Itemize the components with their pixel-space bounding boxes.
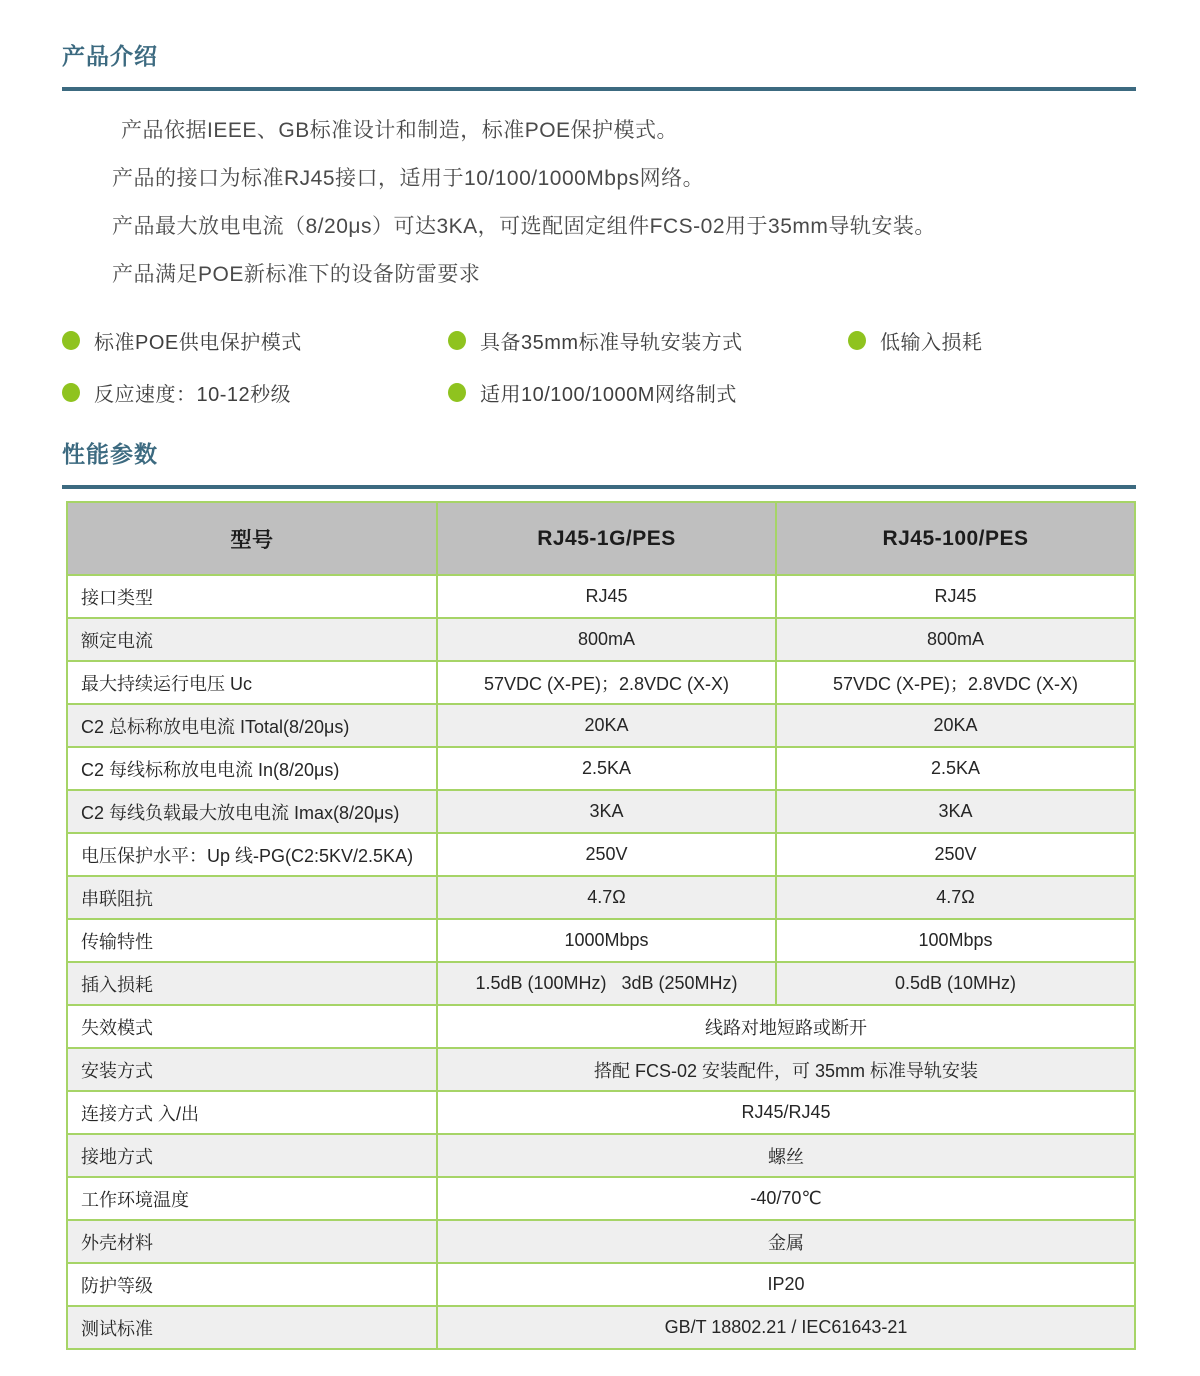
spec-label-cell: 失效模式 (67, 1005, 437, 1048)
spec-value-cell: 2.5KA (776, 747, 1135, 790)
table-row (67, 661, 1135, 704)
table-row (67, 1048, 1135, 1091)
intro-paragraph: 产品依据IEEE、GB标准设计和制造，标准POE保护模式。 (121, 119, 679, 142)
spec-value-cell: -40/70℃ (437, 1177, 1135, 1220)
spec-label-cell: 最大持续运行电压 Uc (67, 661, 437, 704)
feature-label: 适用10/100/1000M网络制式 (480, 384, 737, 406)
feature-bullet-list (0, 329, 1200, 404)
spec-value-cell: 250V (776, 833, 1135, 876)
spec-value-cell: 100Mbps (776, 919, 1135, 962)
feature-item (848, 326, 983, 355)
feature-label: 低输入损耗 (880, 332, 983, 354)
spec-table-body (67, 575, 1135, 1349)
spec-label-cell: 连接方式 入/出 (67, 1091, 437, 1134)
spec-label-cell: 电压保护水平：Up 线-PG(C2:5KV/2.5KA) (67, 833, 437, 876)
spec-value-cell: 1000Mbps (437, 919, 776, 962)
spec-value-cell: 0.5dB (10MHz) (776, 962, 1135, 1005)
bullet-dot-icon (448, 331, 466, 350)
table-row (67, 1220, 1135, 1263)
spec-label-cell: 额定电流 (67, 618, 437, 661)
spec-value-cell: GB/T 18802.21 / IEC61643-21 (437, 1306, 1135, 1349)
spec-value-cell: 2.5KA (437, 747, 776, 790)
intro-section-title: 产品介绍 (62, 43, 158, 69)
spec-label-cell: 传输特性 (67, 919, 437, 962)
feature-item (62, 326, 448, 355)
spec-label-cell: C2 每线负载最大放电电流 Imax(8/20μs) (67, 790, 437, 833)
table-header-row (67, 502, 1135, 575)
spec-value-cell: 线路对地短路或断开 (437, 1005, 1135, 1048)
table-row (67, 1177, 1135, 1220)
intro-paragraph: 产品的接口为标准RJ45接口，适用于10/100/1000Mbps网络。 (112, 167, 705, 190)
teal-divider (62, 485, 1136, 489)
spec-label-cell: 串联阻抗 (67, 876, 437, 919)
spec-value-cell: 800mA (437, 618, 776, 661)
spec-value-cell: 4.7Ω (437, 876, 776, 919)
spec-value-cell: 57VDC (X-PE)；2.8VDC (X-X) (437, 661, 776, 704)
spec-value-cell: 搭配 FCS-02 安装配件，可 35mm 标准导轨安装 (437, 1048, 1135, 1091)
table-row (67, 747, 1135, 790)
feature-label: 反应速度：10-12秒级 (94, 384, 292, 406)
spec-label-cell: C2 总标称放电电流 ITotal(8/20μs) (67, 704, 437, 747)
spec-label-cell: 测试标准 (67, 1306, 437, 1349)
spec-value-cell: 250V (437, 833, 776, 876)
feature-label: 具备35mm标准导轨安装方式 (480, 332, 743, 354)
header-cell-product1: RJ45-1G/PES (437, 502, 776, 575)
header-cell-product2: RJ45-100/PES (776, 502, 1135, 575)
teal-divider (62, 87, 1136, 91)
table-row (67, 1091, 1135, 1134)
table-row (67, 704, 1135, 747)
bullet-dot-icon (62, 331, 80, 350)
table-row (67, 1134, 1135, 1177)
table-row (67, 1306, 1135, 1349)
header-cell-model: 型号 (67, 502, 437, 575)
feature-item (448, 378, 848, 407)
bullet-dot-icon (848, 331, 866, 350)
spec-value-cell: 3KA (776, 790, 1135, 833)
spec-value-cell: 螺丝 (437, 1134, 1135, 1177)
spec-value-cell: 57VDC (X-PE)；2.8VDC (X-X) (776, 661, 1135, 704)
spec-value-cell: RJ45 (776, 575, 1135, 618)
spec-label-cell: C2 每线标称放电电流 In(8/20μs) (67, 747, 437, 790)
spec-table-container (66, 501, 1134, 1350)
spec-label-cell: 工作环境温度 (67, 1177, 437, 1220)
spec-table-header (67, 502, 1135, 575)
table-row (67, 919, 1135, 962)
feature-item (62, 378, 448, 407)
table-row (67, 1005, 1135, 1048)
feature-label: 标准POE供电保护模式 (94, 332, 302, 354)
table-row (67, 876, 1135, 919)
feature-item (448, 326, 848, 355)
spec-label-cell: 接地方式 (67, 1134, 437, 1177)
specs-section-title: 性能参数 (62, 441, 158, 467)
spec-label-cell: 防护等级 (67, 1263, 437, 1306)
spec-label-cell: 接口类型 (67, 575, 437, 618)
bullet-dot-icon (448, 383, 466, 402)
spec-value-cell: RJ45 (437, 575, 776, 618)
intro-paragraphs (112, 117, 1136, 289)
feature-row (62, 329, 1200, 352)
spec-label-cell: 插入损耗 (67, 962, 437, 1005)
spec-value-cell: 20KA (776, 704, 1135, 747)
spec-value-cell: 1.5dB (100MHz) 3dB (250MHz) (437, 962, 776, 1005)
table-row (67, 790, 1135, 833)
spec-value-cell: 20KA (437, 704, 776, 747)
intro-paragraph: 产品最大放电电流（8/20μs）可达3KA，可选配固定组件FCS-02用于35mm导轨安装。 (112, 215, 936, 238)
spec-value-cell: 金属 (437, 1220, 1135, 1263)
spec-label-cell: 安装方式 (67, 1048, 437, 1091)
table-row (67, 575, 1135, 618)
table-row (67, 833, 1135, 876)
spec-value-cell: IP20 (437, 1263, 1135, 1306)
spec-value-cell: 4.7Ω (776, 876, 1135, 919)
spec-value-cell: 800mA (776, 618, 1135, 661)
spec-label-cell: 外壳材料 (67, 1220, 437, 1263)
bullet-dot-icon (62, 383, 80, 402)
spec-value-cell: 3KA (437, 790, 776, 833)
intro-paragraph: 产品满足POE新标准下的设备防雷要求 (112, 263, 481, 286)
spec-table (66, 501, 1136, 1350)
feature-row (62, 381, 1200, 404)
table-row (67, 1263, 1135, 1306)
table-row (67, 618, 1135, 661)
table-row (67, 962, 1135, 1005)
spec-value-cell: RJ45/RJ45 (437, 1091, 1135, 1134)
